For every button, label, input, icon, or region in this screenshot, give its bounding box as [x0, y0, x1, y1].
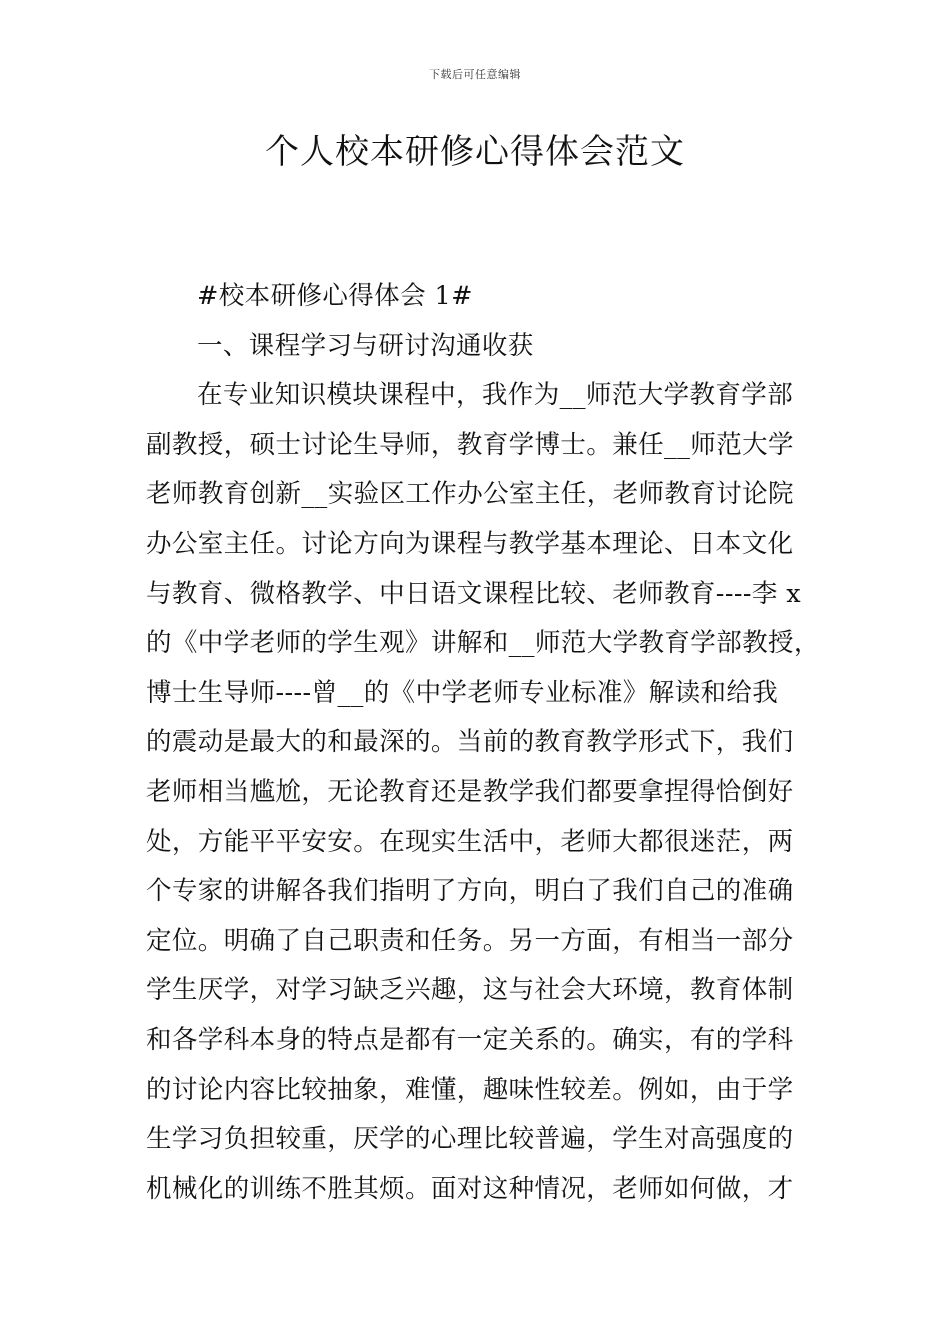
text-line: 定位。明确了自己职责和任务。另一方面，有相当一部分 [146, 925, 794, 956]
text-line: 的震动是最大的和最深的。当前的教育教学形式下，我们 [146, 727, 794, 758]
text-line: 一、课程学习与研讨沟通收获 [197, 330, 534, 361]
text-line: 机械化的训练不胜其烦。面对这种情况，老师如何做，才 [146, 1173, 794, 1204]
text-line: 的讨论内容比较抽象，难懂，趣味性较差。例如，由于学 [146, 1074, 794, 1105]
text-line: 办公室主任。讨论方向为课程与教学基本理论、日本文化 [146, 528, 794, 559]
text-line: 老师教育创新__实验区工作办公室主任，老师教育讨论院 [146, 479, 794, 510]
text-line: 的《中学老师的学生观》讲解和__师范大学教育学部教授， [146, 628, 820, 659]
text-line: 在专业知识模块课程中，我作为__师范大学教育学部 [197, 380, 794, 411]
text-line: 生学习负担较重，厌学的心理比较普遍，学生对高强度的 [146, 1124, 794, 1155]
text-line: 学生厌学，对学习缺乏兴趣，这与社会大环境，教育体制 [146, 975, 794, 1006]
text-line: #校本研修心得体会 1# [197, 281, 473, 311]
document-title: 个人校本研修心得体会范文 [265, 132, 685, 172]
text-line: 和各学科本身的特点是都有一定关系的。确实，有的学科 [146, 1024, 794, 1055]
text-line: 博士生导师----曾__的《中学老师专业标准》解读和给我 [146, 677, 779, 708]
text-line: 副教授，硕士讨论生导师，教育学博士。兼任__师范大学 [146, 429, 794, 460]
text-line: 老师相当尴尬，无论教育还是教学我们都要拿捏得恰倒好 [146, 776, 794, 807]
text-line: 处，方能平平安安。在现实生活中，老师大都很迷茫，两 [146, 826, 794, 857]
text-line: 与教育、微格教学、中日语文课程比较、老师教育----李 x [146, 578, 802, 609]
header-note: 下载后可任意编辑 [429, 68, 521, 81]
document-body [146, 272, 836, 1214]
text-line: 个专家的讲解各我们指明了方向，明白了我们自己的准确 [146, 876, 794, 907]
